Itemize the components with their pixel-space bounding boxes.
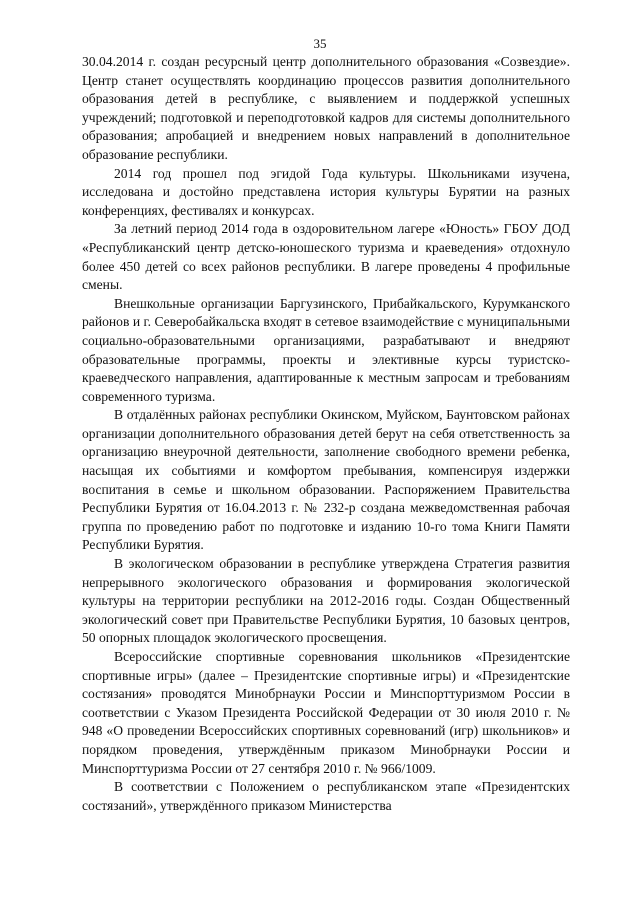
paragraph-resource-center: 30.04.2014 г. создан ресурсный центр дополнительного образования «Созвездие». Центр станет осуществлять координацию процессов развития дополнительного образования детей в республике, с выявлением и поддержкой успешных учреждений; подготовкой и переподготовкой кадров для системы дополнительного образования; апробацией и внедрением новых направлений в дополнительное образование республики.	[82, 54, 570, 162]
paragraph-remote-districts: В отдалённых районах республики Окинском, Муйском, Баунтовском районах организации дополнительного образования детей берут на себя ответственность за организацию внеурочной деятельности, заполнение свободного времени ребенка, насыщая их событиями и комфортом пребывания, компенсируя издержки воспитания в семье и школьном образовании. Распоряжением Правительства Республики Бурятия от 16.04.2013 г. № 232-р создана межведомственная рабочая группа по проведению работ по подготовке и изданию 10-го тома Книги Памяти Республики Бурятия.	[82, 407, 570, 553]
page-number: 35	[313, 36, 327, 51]
paragraph-ecological-education: В экологическом образовании в республике утверждена Стратегия развития непрерывного экологического образования и формирования экологической культуры на территории республики на 2012-2016 годы. Создан Общественный экологический совет при Правительстве Республики Бурятия, 10 базовых центров, 50 опорных площадок экологического просвещения.	[82, 556, 570, 646]
paragraph-presidential-games: Всероссийские спортивные соревнования школьников «Президентские спортивные игры» (далее – Президентские спортивные игры) и «Президентские состязания» проводятся Минобрнауки России и Минспорттуризмом России в соответствии с Указом Президента Российской Федерации от 30 июля 2010 г. № 948 «О проведении Всероссийских спортивных соревнований (игр) школьников» и порядком проведения, утверждённым приказом Минобрнауки России и Минспорттуризма России от 27 сентября 2010 г. № 966/1009.	[82, 649, 570, 776]
paragraph-summer-camp: За летний период 2014 года в оздоровительном лагере «Юность» ГБОУ ДОД «Республиканский центр детско-юношеского туризма и краеведения» отдохнуло более 450 детей со всех районов республики. В лагере проведены 4 профильные смены.	[82, 221, 570, 293]
document-body	[82, 53, 570, 815]
paragraph-presidential-contests: В соответствии с Положением о республиканском этапе «Президентских состязаний», утверждённого приказом Министерства	[82, 779, 570, 813]
paragraph-year-of-culture: 2014 год прошел под эгидой Года культуры. Школьниками изучена, исследована и достойно представлена история культуры Бурятии на разных конференциях, фестивалях и конкурсах.	[82, 165, 570, 218]
paragraph-network-cooperation: Внешкольные организации Баргузинского, Прибайкальского, Курумканского районов и г. Северобайкальска входят в сетевое взаимодействие с муниципальными социально-образовательными организациями, разрабатывают и внедряют образовательные программы, проекты и элективные курсы туристско-краеведческого направления, адаптированные к местным запросам и требованиям современного туризма.	[82, 295, 570, 404]
